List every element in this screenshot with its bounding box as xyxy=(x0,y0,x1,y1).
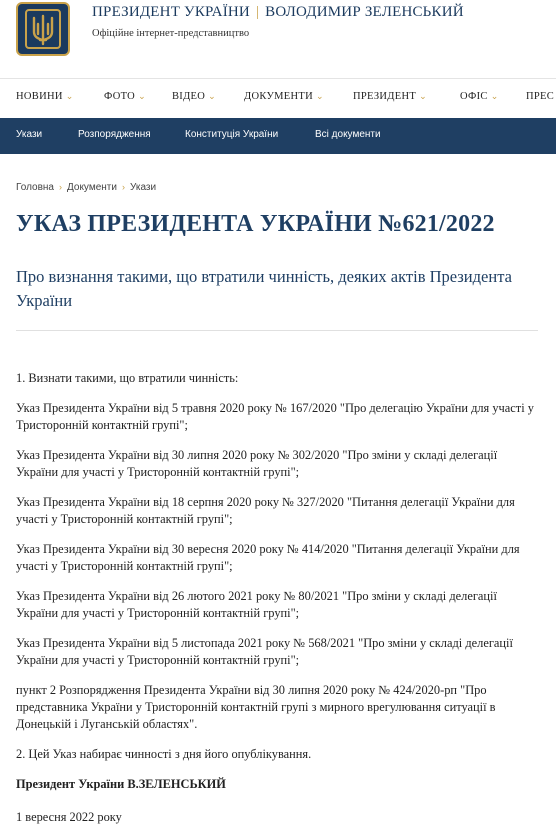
paragraph-decree-167: Указ Президента України від 5 травня 2020 року № 167/2020 "Про делегацію України для участі у Тристоронній контактній групі"; xyxy=(16,401,534,432)
paragraph-item-2: 2. Цей Указ набирає чинності з дня його опублікування. xyxy=(16,747,312,761)
nav-item-office[interactable]: ОФІС ⌄ xyxy=(460,91,499,102)
site-subtitle: Офіційне інтернет-представництво xyxy=(92,28,250,39)
chevron-down-icon: ⌄ xyxy=(490,91,499,101)
nav-item-video[interactable]: ВІДЕО ⌄ xyxy=(172,91,217,102)
nav-item-photo[interactable]: ФОТО ⌄ xyxy=(104,91,146,102)
signature: Президент України В.ЗЕЛЕНСЬКИЙ xyxy=(16,777,226,791)
site-title[interactable] xyxy=(92,4,464,21)
chevron-down-icon: ⌄ xyxy=(138,91,146,101)
main-nav xyxy=(0,78,556,116)
chevron-right-icon: › xyxy=(59,182,62,192)
page-title: УКАЗ ПРЕЗИДЕНТА УКРАЇНИ №621/2022 xyxy=(16,211,495,237)
documents-subnav xyxy=(0,118,556,154)
site-header xyxy=(0,0,556,76)
document-date: 1 вересня 2022 року xyxy=(16,810,122,824)
paragraph-decree-302: Указ Президента України від 30 липня 2020 року № 302/2020 "Про зміни у складі делегації України для участі у Тристоронній контактній групі"; xyxy=(16,448,498,479)
paragraph-item-1: 1. Визнати такими, що втратили чинність: xyxy=(16,371,239,385)
paragraph-order-424: пункт 2 Розпорядження Президента України від 30 липня 2020 року № 424/2020-рп "Про представника України у Тристоронній контактній групі з мирного врегулювання ситуації в Донецькій і Луганській областях". xyxy=(16,683,496,731)
chevron-down-icon: ⌄ xyxy=(208,91,217,101)
subnav-item-all-documents[interactable]: Всі документи xyxy=(315,129,381,140)
trident-coat-of-arms-icon[interactable] xyxy=(16,2,70,56)
subnav-item-constitution[interactable]: Конституція України xyxy=(185,129,279,140)
site-title-right: ВОЛОДИМИР ЗЕЛЕНСЬКИЙ xyxy=(265,4,464,20)
subnav-item-orders[interactable]: Розпорядження xyxy=(78,129,151,140)
nav-item-president[interactable]: ПРЕЗИДЕНТ ⌄ xyxy=(353,91,427,102)
chevron-down-icon: ⌄ xyxy=(419,91,427,101)
breadcrumb-documents[interactable]: Документи xyxy=(67,182,117,193)
nav-item-press[interactable]: ПРЕС xyxy=(526,91,555,102)
breadcrumb-home[interactable]: Головна xyxy=(16,182,54,193)
paragraph-decree-327: Указ Президента України від 18 серпня 2020 року № 327/2020 "Питання делегації України для участі у Тристоронній контактній групі"; xyxy=(16,495,515,526)
divider xyxy=(16,330,538,331)
document-body xyxy=(16,370,541,839)
title-separator: | xyxy=(255,4,260,20)
paragraph-decree-568: Указ Президента України від 5 листопада 2021 року № 568/2021 "Про зміни у складі делегації України для участі у Тристоронній контактній групі"; xyxy=(16,636,513,667)
breadcrumb xyxy=(16,182,156,193)
breadcrumb-decrees[interactable]: Укази xyxy=(129,182,157,193)
nav-item-documents[interactable]: ДОКУМЕНТИ ⌄ xyxy=(244,91,324,102)
paragraph-decree-414: Указ Президента України від 30 вересня 2020 року № 414/2020 "Питання делегації України для участі у Тристоронній контактній групі"; xyxy=(16,542,520,573)
site-title-left: ПРЕЗИДЕНТ УКРАЇНИ xyxy=(92,4,250,20)
subnav-item-decrees[interactable]: Укази xyxy=(16,129,43,140)
chevron-down-icon: ⌄ xyxy=(316,91,324,101)
chevron-down-icon: ⌄ xyxy=(65,91,74,101)
document-subtitle: Про визнання такими, що втратили чинність, деяких актів Президента України xyxy=(16,267,512,310)
chevron-right-icon: › xyxy=(121,182,125,192)
paragraph-decree-80: Указ Президента України від 26 лютого 2021 року № 80/2021 "Про зміни у складі делегації України для участі у Тристоронній контактній групі"; xyxy=(16,589,497,620)
nav-item-news[interactable]: НОВИНИ ⌄ xyxy=(16,91,74,102)
